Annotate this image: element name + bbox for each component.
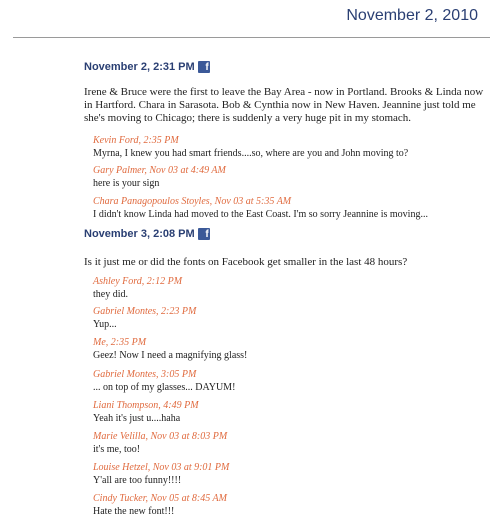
facebook-icon[interactable]: f — [198, 228, 210, 240]
post-time[interactable]: November 3, 2:08 PM — [84, 228, 195, 240]
comment — [93, 400, 493, 425]
comment-author[interactable]: Gary Palmer, Nov 03 at 4:49 AM — [93, 165, 226, 176]
comment-author[interactable]: Chara Panagopoulos Stoyles, Nov 03 at 5:35 AM — [93, 196, 292, 207]
comment-author[interactable]: Me, 2:35 PM — [93, 337, 147, 348]
comment-author[interactable]: Louise Hetzel, Nov 03 at 9:01 PM — [93, 462, 230, 473]
page-date-header: November 2, 2010 — [346, 7, 478, 24]
post — [84, 60, 494, 74]
facebook-icon[interactable]: f — [198, 61, 210, 73]
post-header — [84, 227, 494, 241]
comment — [93, 165, 493, 190]
comment-author[interactable]: Gabriel Montes, 3:05 PM — [93, 369, 197, 380]
comment-text: it's me, too! — [93, 444, 141, 455]
comment-author[interactable]: Marie Velilla, Nov 03 at 8:03 PM — [93, 431, 228, 442]
comment — [93, 276, 493, 301]
post-header — [84, 60, 494, 74]
comment-text: Geez! Now I need a magnifying glass! — [93, 350, 248, 361]
comment-author[interactable]: Gabriel Montes, 2:23 PM — [93, 306, 197, 317]
post — [84, 227, 494, 241]
comment-text: ... on top of my glasses... DAYUM! — [93, 382, 236, 393]
comment-text: Hate the new font!!! — [93, 506, 175, 517]
comment-author[interactable]: Kevin Ford, 2:35 PM — [93, 135, 179, 146]
post-time[interactable]: November 2, 2:31 PM — [84, 61, 195, 73]
post-body-container — [84, 256, 494, 269]
comment-text: Yup... — [93, 319, 117, 330]
comment — [93, 462, 493, 487]
comment — [93, 135, 493, 160]
comment-text: Y'all are too funny!!!! — [93, 475, 182, 486]
comment — [93, 493, 493, 518]
post-body-container — [84, 86, 494, 125]
post-body: Irene & Bruce were the first to leave the Bay Area - now in Portland. Brooks & Linda now in Hartford. Chara in Sarasota. Bob & Cynthia now in New Haven. Jeannine just told me she's moving to Chicago; there is suddenly a very huge pit in my stomach. — [84, 86, 484, 124]
comment-author[interactable]: Liani Thompson, 4:49 PM — [93, 400, 199, 411]
comment — [93, 431, 493, 456]
comment-text: Yeah it's just u....haha — [93, 413, 181, 424]
comment — [93, 369, 493, 394]
comment — [93, 196, 493, 221]
comment-text: Myrna, I knew you had smart friends....so, where are you and John moving to? — [93, 148, 409, 159]
comment-author[interactable]: Cindy Tucker, Nov 05 at 8:45 AM — [93, 493, 227, 504]
header-divider — [13, 37, 490, 38]
comment — [93, 337, 493, 362]
comment-text: they did. — [93, 289, 128, 300]
comment — [93, 306, 493, 331]
comment-text: I didn't know Linda had moved to the East Coast. I'm so sorry Jeannine is moving... — [93, 209, 428, 220]
comment-text: here is your sign — [93, 178, 160, 189]
comment-author[interactable]: Ashley Ford, 2:12 PM — [93, 276, 183, 287]
post-body: Is it just me or did the fonts on Facebook get smaller in the last 48 hours? — [84, 256, 408, 268]
